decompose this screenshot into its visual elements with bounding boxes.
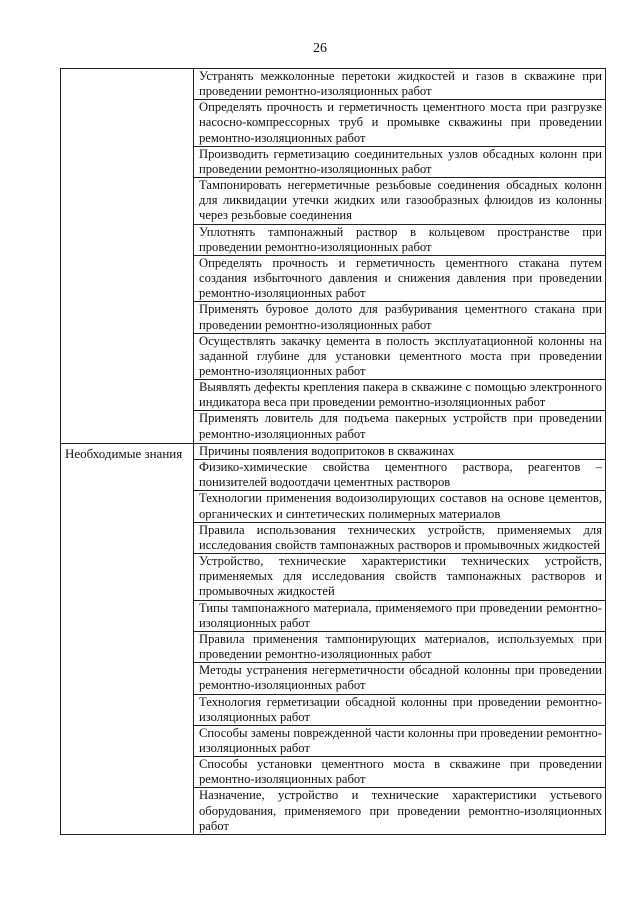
list-item: Уплотнять тампонажный раствор в кольцевом пространстве при проведении ремонтно-изоляционных работ <box>194 225 605 256</box>
list-item: Технология герметизации обсадной колонны при проведении ремонтно-изоляционных работ <box>194 695 605 726</box>
list-item: Способы установки цементного моста в скважине при проведении ремонтно-изоляционных работ <box>194 757 605 788</box>
knowledge-list <box>194 444 606 835</box>
table-row-skills <box>61 69 606 444</box>
list-item: Способы замены поврежденной части колонны при проведении ремонтно-изоляционных работ <box>194 726 605 757</box>
list-item: Причины появления водопритоков в скважинах <box>194 444 605 460</box>
list-item: Осуществлять закачку цемента в полость эксплуатационной колонны на заданной глубине для установки цементного моста при проведении ремонтно-изоляционных работ <box>194 334 605 380</box>
list-item: Применять буровое долото для разбуривания цементного стакана при проведении ремонтно-изоляционных работ <box>194 302 605 333</box>
list-item: Определять прочность и герметичность цементного моста при разгрузке насосно-компрессорных труб и промывке скважины при проведении ремонтно-изоляционных работ <box>194 100 605 146</box>
list-item: Физико-химические свойства цементного раствора, реагентов – понизителей водоотдачи цементных растворов <box>194 460 605 491</box>
list-item: Определять прочность и герметичность цементного стакана путем создания избыточного давления и снижения давления при проведении ремонтно-изоляционных работ <box>194 256 605 302</box>
list-item: Выявлять дефекты крепления пакера в скважине с помощью электронного индикатора веса при проведении ремонтно-изоляционных работ <box>194 380 605 411</box>
skills-list <box>194 69 606 444</box>
list-item: Применять ловитель для подъема пакерных устройств при проведении ремонтно-изоляционных работ <box>199 411 602 441</box>
list-item: Методы устранения негерметичности обсадной колонны при проведении ремонтно-изоляционных работ <box>194 663 605 694</box>
list-item: Устройство, технические характеристики технических устройств, применяемых для исследования свойств тампонажных растворов и промывочных жидкостей <box>194 554 605 600</box>
list-item: Правила применения тампонирующих материалов, используемых при проведении ремонтно-изоляционных работ <box>194 632 605 663</box>
list-item: Типы тампонажного материала, применяемого при проведении ремонтно-изоляционных работ <box>194 601 605 632</box>
section-label-skills <box>61 69 194 444</box>
table-row-knowledge <box>61 444 606 835</box>
section-label-knowledge: Необходимые знания <box>61 444 194 835</box>
list-item: Устранять межколонные перетоки жидкостей и газов в скважине при проведении ремонтно-изоляционных работ <box>194 69 605 100</box>
list-item: Тампонировать негерметичные резьбовые соединения обсадных колонн для ликвидации утечки жидких или газообразных флюидов из колонны через резьбовые соединения <box>194 178 605 224</box>
qualification-table <box>60 68 606 835</box>
list-item: Назначение, устройство и технические характеристики устьевого оборудования, применяемого при проведении ремонтно-изоляционных работ <box>199 788 602 833</box>
list-item: Правила использования технических устройств, применяемых для исследования свойств тампонажных растворов и промывочных жидкостей <box>194 523 605 554</box>
list-item: Технологии применения водоизолирующих составов на основе цементов, органических и синтетических полимерных материалов <box>194 491 605 522</box>
list-item: Производить герметизацию соединительных узлов обсадных колонн при проведении ремонтно-изоляционных работ <box>194 147 605 178</box>
page-number: 26 <box>313 41 327 56</box>
